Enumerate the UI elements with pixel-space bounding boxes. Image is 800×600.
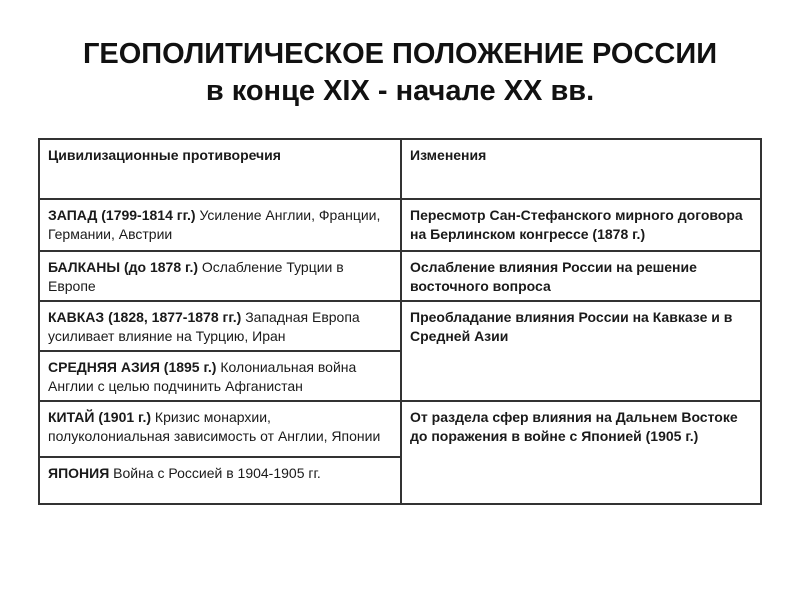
region-cell-caucasus xyxy=(39,301,401,351)
region-name: КИТАЙ (1901 г.) xyxy=(48,409,152,425)
change-cell-berlin-congress: Пересмотр Сан-Стефанского мирного договора на Берлинском конгрессе (1878 г.) xyxy=(401,199,761,251)
title-line-1: ГЕОПОЛИТИЧЕСКОЕ ПОЛОЖЕНИЕ РОССИИ xyxy=(82,38,718,70)
region-description: Колониальная война Англии с целью подчинить Афганистан xyxy=(48,359,357,394)
header-label-contradictions: Цивилизационные противоречия xyxy=(48,147,281,163)
title-line-2: в конце XIX - начале XX вв. xyxy=(205,75,595,107)
change-cell-far-east: От раздела сфер влияния на Дальнем Востоке до поражения в войне с Японией (1905 г.) xyxy=(401,401,761,504)
region-cell-central-asia xyxy=(39,351,401,401)
region-description: Ослабление Турции в Европе xyxy=(48,259,344,294)
region-name: ЗАПАД (1799-1814 гг.) xyxy=(48,207,196,223)
table-row xyxy=(39,251,761,301)
region-name: СРЕДНЯЯ АЗИЯ (1895 г.) xyxy=(48,359,217,375)
table-row xyxy=(39,401,761,457)
table-row xyxy=(39,199,761,251)
region-description: Усиление Англии, Франции, Германии, Австрии xyxy=(48,207,381,242)
region-name: КАВКАЗ (1828, 1877-1878 гг.) xyxy=(48,309,242,325)
header-cell-changes xyxy=(401,139,761,199)
page-title xyxy=(0,36,800,110)
region-cell-china xyxy=(39,401,401,457)
table-header-row xyxy=(39,139,761,199)
geopolitics-table xyxy=(38,138,762,505)
region-description: Война с Россией в 1904-1905 гг. xyxy=(109,465,321,481)
table-row xyxy=(39,301,761,351)
change-cell-caucasus-central-asia: Преобладание влияния России на Кавказе и в Средней Азии xyxy=(401,301,761,401)
region-name: ЯПОНИЯ xyxy=(48,465,110,481)
region-description: Западная Европа усиливает влияние на Турцию, Иран xyxy=(48,309,360,344)
region-cell-west xyxy=(39,199,401,251)
header-label-changes: Изменения xyxy=(410,147,487,163)
region-cell-balkans xyxy=(39,251,401,301)
region-cell-japan xyxy=(39,457,401,504)
change-cell-eastern-question: Ослабление влияния России на решение восточного вопроса xyxy=(401,251,761,301)
region-description: Кризис монархии, полуколониальная зависимость от Англии, Японии xyxy=(48,409,381,444)
header-cell-contradictions xyxy=(39,139,401,199)
region-name: БАЛКАНЫ (до 1878 г.) xyxy=(48,259,199,275)
